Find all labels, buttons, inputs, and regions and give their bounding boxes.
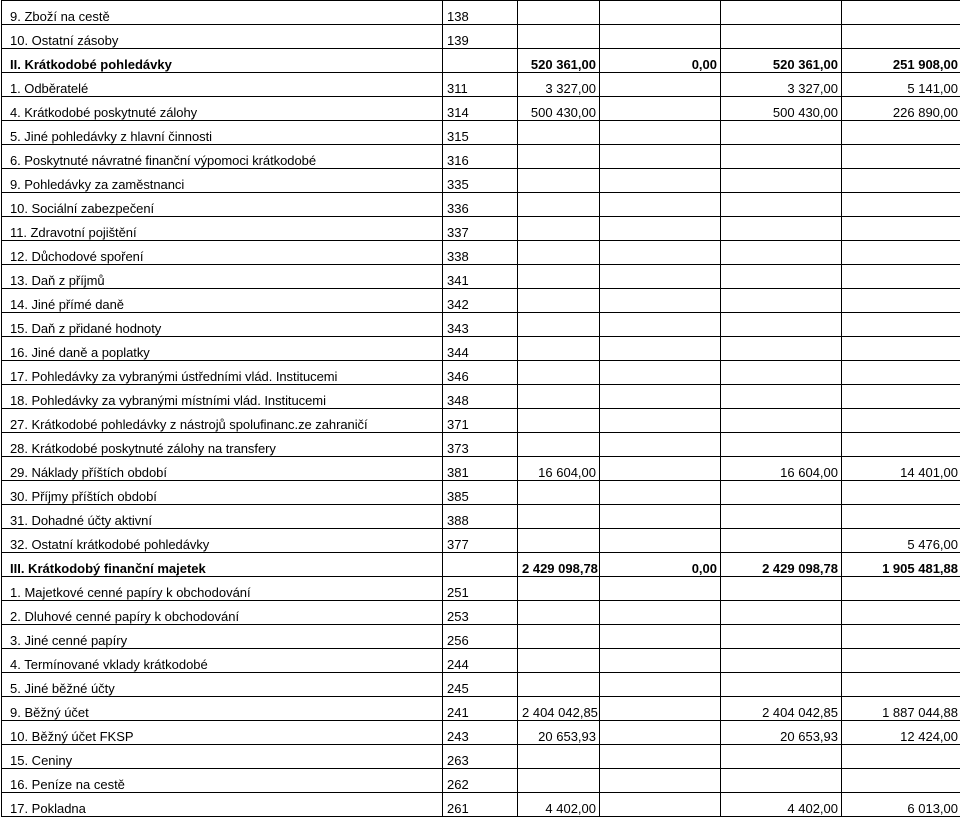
value-previous — [842, 433, 960, 457]
value-previous — [842, 289, 960, 313]
value-correction — [600, 169, 721, 193]
value-correction — [600, 793, 721, 817]
table-row — [2, 793, 960, 817]
value-correction — [600, 505, 721, 529]
value-net — [721, 241, 842, 265]
balance-sheet-table — [1, 0, 960, 817]
table-row — [2, 649, 960, 673]
value-gross — [518, 121, 600, 145]
row-label: 5. Jiné pohledávky z hlavní činnosti — [2, 121, 443, 145]
table-row — [2, 289, 960, 313]
account-code: 371 — [443, 409, 518, 433]
value-previous — [842, 145, 960, 169]
account-code: 341 — [443, 265, 518, 289]
table-row — [2, 193, 960, 217]
table-row — [2, 601, 960, 625]
value-gross — [518, 265, 600, 289]
value-correction — [600, 97, 721, 121]
value-previous — [842, 673, 960, 697]
value-net — [721, 673, 842, 697]
table-row — [2, 361, 960, 385]
value-previous — [842, 745, 960, 769]
row-label: 4. Termínované vklady krátkodobé — [2, 649, 443, 673]
value-net: 2 429 098,78 — [721, 553, 842, 577]
value-net — [721, 337, 842, 361]
row-label: 16. Peníze na cestě — [2, 769, 443, 793]
value-correction: 0,00 — [600, 49, 721, 73]
value-net — [721, 265, 842, 289]
table-row — [2, 745, 960, 769]
table-row — [2, 529, 960, 553]
row-label: 9. Zboží na cestě — [2, 1, 443, 25]
value-net — [721, 409, 842, 433]
value-gross — [518, 337, 600, 361]
value-net — [721, 217, 842, 241]
row-label: 10. Běžný účet FKSP — [2, 721, 443, 745]
account-code — [443, 49, 518, 73]
table-row — [2, 625, 960, 649]
value-gross — [518, 673, 600, 697]
row-label: 29. Náklady příštích období — [2, 457, 443, 481]
value-previous — [842, 241, 960, 265]
value-previous — [842, 769, 960, 793]
value-gross — [518, 289, 600, 313]
account-code: 381 — [443, 457, 518, 481]
table-row — [2, 697, 960, 721]
account-code: 315 — [443, 121, 518, 145]
value-net: 3 327,00 — [721, 73, 842, 97]
value-net: 2 404 042,85 — [721, 697, 842, 721]
row-label: 28. Krátkodobé poskytnuté zálohy na transfery — [2, 433, 443, 457]
value-net — [721, 145, 842, 169]
value-previous: 5 476,00 — [842, 529, 960, 553]
table-row — [2, 577, 960, 601]
value-net — [721, 289, 842, 313]
account-code: 243 — [443, 721, 518, 745]
value-gross — [518, 409, 600, 433]
account-code: 338 — [443, 241, 518, 265]
value-correction — [600, 193, 721, 217]
account-code: 251 — [443, 577, 518, 601]
value-gross — [518, 649, 600, 673]
value-gross: 520 361,00 — [518, 49, 600, 73]
value-gross: 2 404 042,85 — [518, 697, 600, 721]
value-previous — [842, 409, 960, 433]
value-previous — [842, 25, 960, 49]
table-row — [2, 481, 960, 505]
value-gross: 2 429 098,78 — [518, 553, 600, 577]
row-label: 4. Krátkodobé poskytnuté zálohy — [2, 97, 443, 121]
value-previous — [842, 121, 960, 145]
row-label: 15. Daň z přidané hodnoty — [2, 313, 443, 337]
account-code: 244 — [443, 649, 518, 673]
value-correction — [600, 577, 721, 601]
row-label: II. Krátkodobé pohledávky — [2, 49, 443, 73]
value-gross — [518, 241, 600, 265]
table-row — [2, 217, 960, 241]
value-gross — [518, 193, 600, 217]
value-gross — [518, 313, 600, 337]
value-net — [721, 193, 842, 217]
value-correction — [600, 385, 721, 409]
value-previous: 12 424,00 — [842, 721, 960, 745]
value-correction — [600, 121, 721, 145]
value-correction — [600, 361, 721, 385]
account-code: 348 — [443, 385, 518, 409]
table-row — [2, 25, 960, 49]
value-previous: 251 908,00 — [842, 49, 960, 73]
row-label: 10. Sociální zabezpečení — [2, 193, 443, 217]
value-previous — [842, 505, 960, 529]
value-gross — [518, 361, 600, 385]
value-gross: 16 604,00 — [518, 457, 600, 481]
value-correction — [600, 601, 721, 625]
table-row — [2, 457, 960, 481]
value-net: 20 653,93 — [721, 721, 842, 745]
row-label: 14. Jiné přímé daně — [2, 289, 443, 313]
account-code: 342 — [443, 289, 518, 313]
account-code: 138 — [443, 1, 518, 25]
value-net — [721, 529, 842, 553]
table-row — [2, 265, 960, 289]
value-previous: 14 401,00 — [842, 457, 960, 481]
row-label: 27. Krátkodobé pohledávky z nástrojů spolufinanc.ze zahraničí — [2, 409, 443, 433]
value-gross — [518, 505, 600, 529]
row-label: 9. Pohledávky za zaměstnanci — [2, 169, 443, 193]
value-correction — [600, 289, 721, 313]
value-gross: 4 402,00 — [518, 793, 600, 817]
account-code: 335 — [443, 169, 518, 193]
value-correction — [600, 721, 721, 745]
value-gross — [518, 433, 600, 457]
value-correction — [600, 745, 721, 769]
value-gross — [518, 577, 600, 601]
account-code: 314 — [443, 97, 518, 121]
table-row — [2, 1, 960, 25]
value-net — [721, 313, 842, 337]
row-label: 2. Dluhové cenné papíry k obchodování — [2, 601, 443, 625]
account-code: 346 — [443, 361, 518, 385]
account-code: 253 — [443, 601, 518, 625]
value-gross — [518, 385, 600, 409]
row-label: 16. Jiné daně a poplatky — [2, 337, 443, 361]
value-gross — [518, 25, 600, 49]
table-row — [2, 313, 960, 337]
value-net — [721, 577, 842, 601]
value-previous — [842, 361, 960, 385]
row-label: 18. Pohledávky za vybranými místními vlád. Institucemi — [2, 385, 443, 409]
table-row — [2, 721, 960, 745]
value-correction — [600, 25, 721, 49]
table-row — [2, 385, 960, 409]
value-correction — [600, 769, 721, 793]
value-net — [721, 649, 842, 673]
account-code: 344 — [443, 337, 518, 361]
table-row — [2, 73, 960, 97]
value-net — [721, 169, 842, 193]
value-previous: 5 141,00 — [842, 73, 960, 97]
table-row — [2, 241, 960, 265]
value-correction — [600, 337, 721, 361]
row-label: 31. Dohadné účty aktivní — [2, 505, 443, 529]
value-gross — [518, 745, 600, 769]
value-gross — [518, 529, 600, 553]
value-correction — [600, 217, 721, 241]
value-correction — [600, 241, 721, 265]
account-code: 343 — [443, 313, 518, 337]
value-previous — [842, 169, 960, 193]
row-label: 17. Pohledávky za vybranými ústředními vlád. Institucemi — [2, 361, 443, 385]
value-previous — [842, 601, 960, 625]
table-row — [2, 673, 960, 697]
value-gross — [518, 481, 600, 505]
value-gross: 3 327,00 — [518, 73, 600, 97]
table-row — [2, 49, 960, 73]
value-net: 16 604,00 — [721, 457, 842, 481]
value-net — [721, 745, 842, 769]
account-code: 337 — [443, 217, 518, 241]
table-row — [2, 505, 960, 529]
row-label: III. Krátkodobý finanční majetek — [2, 553, 443, 577]
value-net — [721, 433, 842, 457]
row-label: 30. Příjmy příštích období — [2, 481, 443, 505]
row-label: 6. Poskytnuté návratné finanční výpomoci krátkodobé — [2, 145, 443, 169]
value-gross — [518, 217, 600, 241]
row-label: 32. Ostatní krátkodobé pohledávky — [2, 529, 443, 553]
account-code: 316 — [443, 145, 518, 169]
table-body — [2, 1, 960, 817]
value-net — [721, 769, 842, 793]
value-gross: 500 430,00 — [518, 97, 600, 121]
table-row — [2, 769, 960, 793]
value-net: 500 430,00 — [721, 97, 842, 121]
row-label: 13. Daň z příjmů — [2, 265, 443, 289]
account-code: 262 — [443, 769, 518, 793]
row-label: 17. Pokladna — [2, 793, 443, 817]
value-correction — [600, 481, 721, 505]
value-net — [721, 481, 842, 505]
value-correction — [600, 529, 721, 553]
account-code: 261 — [443, 793, 518, 817]
account-code: 373 — [443, 433, 518, 457]
account-code — [443, 553, 518, 577]
value-correction — [600, 673, 721, 697]
table-row — [2, 409, 960, 433]
value-correction — [600, 625, 721, 649]
value-correction — [600, 313, 721, 337]
value-net: 4 402,00 — [721, 793, 842, 817]
table-row — [2, 169, 960, 193]
value-correction — [600, 409, 721, 433]
value-net — [721, 625, 842, 649]
value-correction — [600, 457, 721, 481]
row-label: 9. Běžný účet — [2, 697, 443, 721]
row-label: 1. Majetkové cenné papíry k obchodování — [2, 577, 443, 601]
account-code: 245 — [443, 673, 518, 697]
value-net — [721, 505, 842, 529]
account-code: 263 — [443, 745, 518, 769]
value-previous — [842, 265, 960, 289]
value-previous — [842, 625, 960, 649]
value-gross — [518, 169, 600, 193]
value-net — [721, 361, 842, 385]
value-previous — [842, 313, 960, 337]
value-gross — [518, 601, 600, 625]
value-correction — [600, 649, 721, 673]
table-row — [2, 433, 960, 457]
account-code: 256 — [443, 625, 518, 649]
table-row — [2, 337, 960, 361]
value-correction — [600, 265, 721, 289]
value-previous — [842, 1, 960, 25]
value-gross — [518, 145, 600, 169]
value-correction — [600, 697, 721, 721]
value-gross — [518, 1, 600, 25]
account-code: 139 — [443, 25, 518, 49]
value-correction — [600, 433, 721, 457]
value-previous: 1 887 044,88 — [842, 697, 960, 721]
account-code: 311 — [443, 73, 518, 97]
table-row — [2, 121, 960, 145]
value-net — [721, 121, 842, 145]
account-code: 336 — [443, 193, 518, 217]
table-row — [2, 553, 960, 577]
value-previous — [842, 577, 960, 601]
value-previous: 1 905 481,88 — [842, 553, 960, 577]
account-code: 388 — [443, 505, 518, 529]
row-label: 15. Ceniny — [2, 745, 443, 769]
value-correction: 0,00 — [600, 553, 721, 577]
value-gross: 20 653,93 — [518, 721, 600, 745]
value-previous — [842, 385, 960, 409]
row-label: 3. Jiné cenné papíry — [2, 625, 443, 649]
account-code: 241 — [443, 697, 518, 721]
row-label: 11. Zdravotní pojištění — [2, 217, 443, 241]
value-gross — [518, 769, 600, 793]
account-code: 377 — [443, 529, 518, 553]
value-correction — [600, 1, 721, 25]
row-label: 10. Ostatní zásoby — [2, 25, 443, 49]
value-previous — [842, 193, 960, 217]
value-previous — [842, 649, 960, 673]
row-label: 1. Odběratelé — [2, 73, 443, 97]
value-previous — [842, 217, 960, 241]
value-gross — [518, 625, 600, 649]
value-previous: 226 890,00 — [842, 97, 960, 121]
row-label: 12. Důchodové spoření — [2, 241, 443, 265]
value-correction — [600, 73, 721, 97]
value-net — [721, 601, 842, 625]
value-net — [721, 1, 842, 25]
table-row — [2, 145, 960, 169]
value-previous: 6 013,00 — [842, 793, 960, 817]
value-net — [721, 385, 842, 409]
row-label: 5. Jiné běžné účty — [2, 673, 443, 697]
value-correction — [600, 145, 721, 169]
table-row — [2, 97, 960, 121]
value-previous — [842, 481, 960, 505]
value-net — [721, 25, 842, 49]
account-code: 385 — [443, 481, 518, 505]
value-previous — [842, 337, 960, 361]
value-net: 520 361,00 — [721, 49, 842, 73]
